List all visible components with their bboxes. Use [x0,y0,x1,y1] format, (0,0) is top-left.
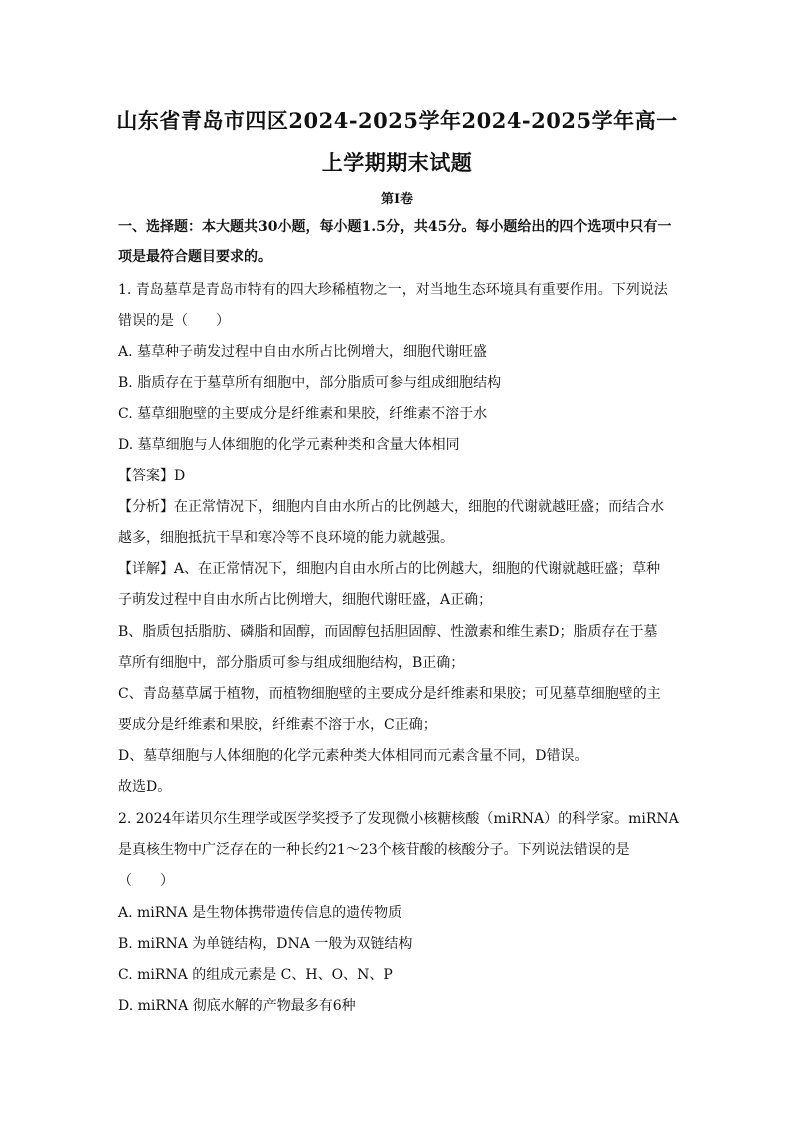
q1-detail-line-2: 子萌发过程中自由水所占比例增大，细胞代谢旺盛，A正确； [118,592,493,608]
q1-analysis-line-1: 【分析】在正常情况下，细胞内自由水所占的比例越大，细胞的代谢就越旺盛；而结合水 [118,499,664,515]
title-line-2: 上学期期末试题 [321,150,473,175]
q1-detail-line-5: C、青岛墓草属于植物，而植物细胞壁的主要成分是纤维素和果胶；可见墓草细胞壁的主 [118,686,661,702]
title-line-1: 山东省青岛市四区2024-2025学年2024-2025学年高一 [116,108,678,133]
q1-option-c: C. 墓草细胞壁的主要成分是纤维素和果胶，纤维素不溶于水 [118,406,488,422]
section-heading-line-1: 一、选择题：本大题共30小题，每小题1.5分，共45分。每小题给出的四个选项中只有一 [118,219,672,235]
q1-detail-line-7: D、墓草细胞与人体细胞的化学元素种类大体相同而元素含量不同，D错误。 [118,748,589,764]
q1-detail-conclusion: 故选D。 [118,779,172,795]
q2-stem-line-3: （ ） [118,873,174,889]
q1-option-a: A. 墓草种子萌发过程中自由水所占比例增大，细胞代谢旺盛 [118,344,488,360]
q1-stem-line-2: 错误的是（ ） [118,313,230,329]
section-heading-line-2: 项是最符合题目要求的。 [118,249,272,265]
q1-option-d: D. 墓草细胞与人体细胞的化学元素种类和含量大体相同 [118,437,460,453]
q2-stem-line-1: 2. 2024年诺贝尔生理学或医学奖授予了发现微小核糖核酸（miRNA）的科学家。miRNA [118,811,679,827]
q1-detail-line-4: 草所有细胞中，部分脂质可参与组成细胞结构，B正确； [118,655,465,671]
q1-answer: 【答案】D [118,468,186,484]
q1-detail-line-6: 要成分是纤维素和果胶，纤维素不溶于水，C正确； [118,717,437,733]
q2-option-c: C. miRNA 的组成元素是 C、H、O、N、P [118,967,393,983]
volume-heading: 第Ⅰ卷 [380,192,414,207]
q2-stem-line-2: 是真核生物中广泛存在的一种长约21～23个核苷酸的核酸分子。下列说法错误的是 [118,842,630,858]
q1-option-b: B. 脂质存在于墓草所有细胞中，部分脂质可参与组成细胞结构 [118,375,502,391]
q2-option-b: B. miRNA 为单链结构，DNA 一般为双链结构 [118,936,413,952]
q2-option-d: D. miRNA 彻底水解的产物最多有6种 [118,998,356,1014]
q1-stem-line-1: 1. 青岛墓草是青岛市特有的四大珍稀植物之一，对当地生态环境具有重要作用。下列说法 [118,282,668,298]
q2-option-a: A. miRNA 是生物体携带遗传信息的遗传物质 [118,905,403,921]
q1-detail-line-1: 【详解】A、在正常情况下，细胞内自由水所占的比例越大，细胞的代谢就越旺盛；草种 [118,561,661,577]
q1-analysis-line-2: 越多，细胞抵抗干旱和寒冷等不良环境的能力就越强。 [118,530,454,546]
q1-detail-line-3: B、脂质包括脂肪、磷脂和固醇，而固醇包括胆固醇、性激素和维生素D；脂质存在于墓 [118,624,658,640]
